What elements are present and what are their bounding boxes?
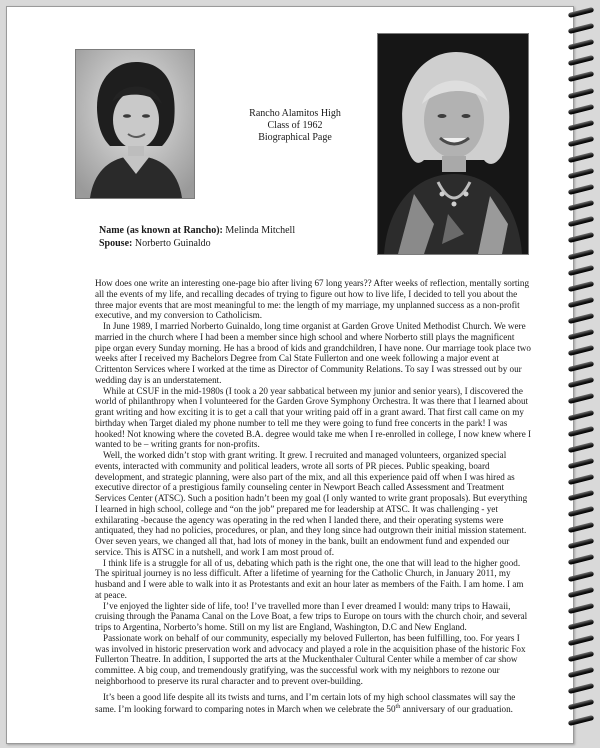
spiral-coil (568, 490, 594, 501)
spiral-coil (568, 699, 594, 710)
spiral-coil (568, 393, 594, 404)
spiral-coil (568, 184, 594, 195)
spiral-coil (568, 458, 594, 469)
person-info (99, 224, 295, 250)
spiral-coil (568, 683, 594, 694)
paragraph-philanthropy: While at CSUF in the mid-1980s (I took a 20 year sabbatical between my junior and senior years), I discovered the world of philanthropy when I volunteered for the Garden Grove Symphony Orchestra. It was there that I learned about grant writing and how exciting it is to get a call that your writing paid off in a grant award. That first call came on my birthday when Target dialed my phone number to tell me they were going to fund free concerts in the park! I was hooked! Not knowing where the coveted B.A. degree would take me when I re-enrolled in college, I now knew where I wanted to be – writing grants for non-profits. (95, 385, 532, 450)
spiral-coil (568, 635, 594, 646)
page-type: Biographical Page (258, 132, 332, 143)
paragraph-marriage: In June 1989, I married Norberto Guinaldo, long time organist at Garden Grove United Methodist Church. We were married in the church where I had been a member since high school and where Norberto still plays the magnificent pipe organ every Sunday morning. He has a brood of kids and grandchildren, I have none. Our marriage took place two weeks after I received my Bachelors Degree from Cal State Fullerton and one week following a major event at Crittenton Services where I worked at the time as Director of Community Relations. To say I was stressed out by our wedding day is an understatement. (95, 321, 531, 385)
spiral-coil (568, 409, 594, 420)
recent-portrait-icon (378, 34, 528, 254)
name-label: Name (as known at Rancho): (99, 225, 223, 236)
paragraph-travel: I’ve enjoyed the lighter side of life, too! I’ve travelled more than I ever dreamed I would: many trips to Hawaii, cruising through the Panama Canal on the Love Boat, a few trips to Europe on tours with the church choir, and several trips to Argentina, Norberto’s home. Still on my list are England, Washington, D.C and New England. (95, 600, 528, 632)
yearbook-portrait-icon (76, 50, 194, 198)
spiral-coil (568, 651, 594, 662)
biography-text (95, 278, 532, 715)
class-year: Class of 1962 (267, 120, 323, 131)
name-row (99, 224, 295, 237)
spiral-coil (568, 474, 594, 485)
paragraph-closing: It’s been a good life despite all its twists and turns, and I’m certain lots of my high school classmates will say the same. I’m looking forward to comparing notes in March when we celebrate the 50th anniversary of our graduation. (95, 691, 516, 715)
spiral-coil (568, 281, 594, 292)
paragraph-intro: How does one write an interesting one-page bio after living 67 long years?? After weeks of reflection, mentally sorting all the events of my life, and recalling decades of trying to figure out how to live life, I decided to tell you about the three major events that are most meaningful to me: the length of my marriage, my unplanned success as a non-profit executive, and my conversion to Catholicism. (95, 278, 530, 321)
spiral-coil (568, 120, 594, 131)
spiral-coil (568, 200, 594, 211)
spouse-value: Norberto Guinaldo (134, 238, 211, 249)
name-value: Melinda Mitchell (225, 225, 296, 236)
spiral-coil (568, 71, 594, 82)
spiral-coil (568, 587, 594, 598)
spiral-coil (568, 313, 594, 324)
spiral-coil (568, 345, 594, 356)
spiral-coil (568, 377, 594, 388)
spiral-coil (568, 554, 594, 565)
paragraph-faith: I think life is a struggle for all of us, debating which path is the right one, the one that will lead to the higher good. The spiritual journey is no less difficult. After a lifetime of yearning for the Catholic Church, in January 2011, my husband and I were able to walk into it as Protestants and exit an hour later as members of the Faith. I am home. I am at peace. (95, 557, 524, 600)
spiral-coil (568, 506, 594, 517)
spiral-coil (568, 39, 594, 50)
page-heading (225, 108, 365, 144)
spouse-label: Spouse: (99, 238, 133, 249)
spiral-coil (568, 715, 594, 726)
spiral-coil (568, 87, 594, 98)
spiral-coil (568, 603, 594, 614)
paragraph-career: Well, the worked didn’t stop with grant writing. It grew. I recruited and managed volunteers, organized special events, interacted with community and political leaders, wrote all sorts of PR pieces. Public speaking, board development, and strategic planning, were also part of the mix, and all this experience paid off when I was hired as executive director of a prestigious family counseling center in Newport Beach called Assessment and Treatment Services Center (ATSC). Such a position hadn’t been my goal (I only wanted to write grant proposals). But everything I learned in high school, college and “on the job” prepared me for leadership at ATSC. It was challenging - yet exhilarating -because the agency was operating in the red when I landed there, and their operating systems were antiquated, they had no policies, procedures, or plan, and they long since had outgrown their initial mission statement. Over seven years, we changed all that, had lots of money in the bank, built an endowment fund and expended our service. This is ATSC in a nutshell, and work I am most proud of. (95, 450, 528, 557)
spiral-coil (568, 23, 594, 34)
spiral-coil (568, 168, 594, 179)
spiral-coil (568, 442, 594, 453)
spiral-coil (568, 667, 594, 678)
spiral-coil (568, 265, 594, 276)
biography-page (6, 6, 574, 744)
spouse-row (99, 237, 295, 250)
spiral-coil (568, 361, 594, 372)
spiral-coil (568, 329, 594, 340)
spiral-coil (568, 297, 594, 308)
paragraph-community: Passionate work on behalf of our community, especially my beloved Fullerton, has been fulfilling, too. For years I was involved in historic preservation work and advocacy and played a role in the acquisition phase of the historic Fox Fullerton Theatre. In addition, I supported the arts at the Muckenthaler Cultural Center while a member of car show committee. A big coup, and tremendously gratifying, was the successful work with my neighbors to rezone our neighborhood to preserve its rural character and to prevent over-building. (95, 632, 526, 686)
spiral-coil (568, 216, 594, 227)
spiral-coil (568, 426, 594, 437)
spiral-coil (568, 152, 594, 163)
spiral-coil (568, 232, 594, 243)
spiral-coil (568, 248, 594, 259)
spiral-coil (568, 104, 594, 115)
spiral-binding (568, 10, 598, 740)
school-name: Rancho Alamitos High (249, 108, 341, 119)
spiral-coil (568, 136, 594, 147)
recent-portrait-photo (377, 33, 529, 255)
spiral-coil (568, 522, 594, 533)
spiral-coil (568, 619, 594, 630)
yearbook-portrait-photo (75, 49, 195, 199)
spiral-coil (568, 55, 594, 66)
spiral-coil (568, 570, 594, 581)
spiral-coil (568, 538, 594, 549)
